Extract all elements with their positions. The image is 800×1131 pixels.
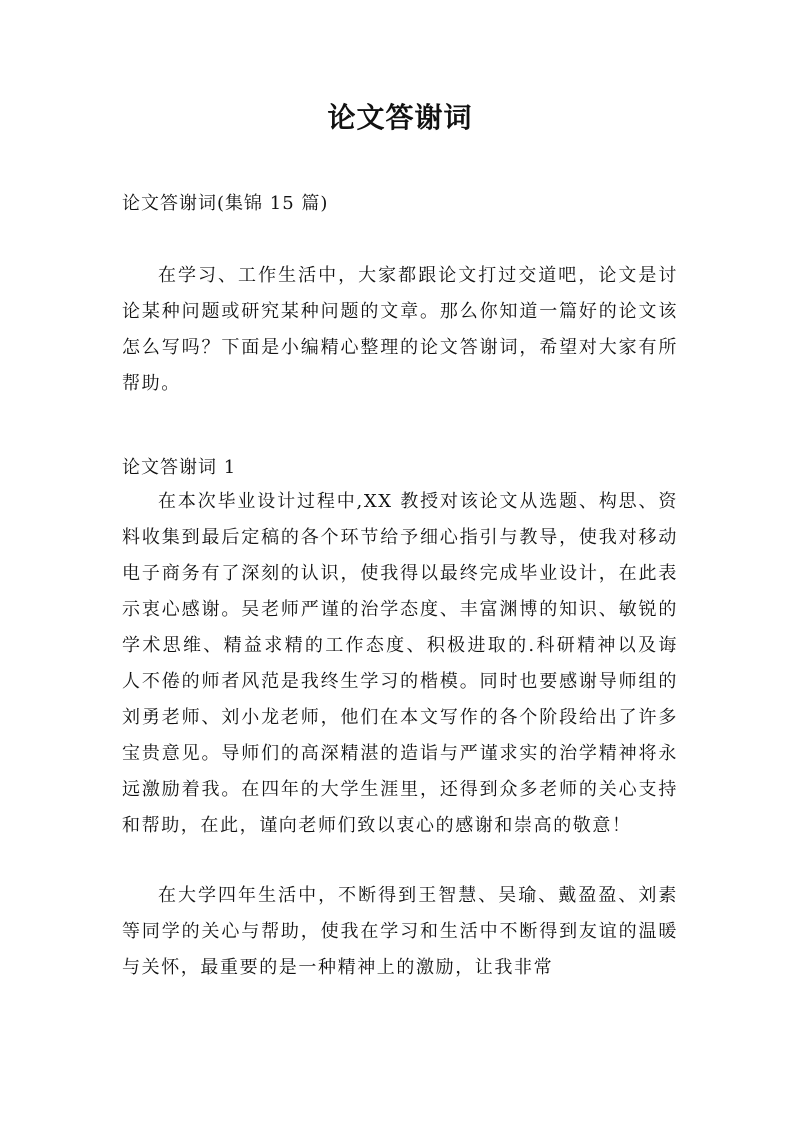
document-subtitle: 论文答谢词(集锦 15 篇): [122, 193, 329, 214]
section-heading: 论文答谢词 1: [122, 457, 237, 478]
intro-paragraph: 在学习、工作生活中，大家都跟论文打过交道吧，论文是讨论某种问题或研究某种问题的文章。那么你知道一篇好的论文该怎么写吗？下面是小编精心整理的论文答谢词，希望对大家有所帮助。: [122, 265, 678, 394]
body-paragraph: 在大学四年生活中，不断得到王智慧、吴瑜、戴盈盈、刘素等同学的关心与帮助，使我在学习和生活中不断得到友谊的温暖与关怀，最重要的是一种精神上的激励，让我非常: [122, 885, 678, 978]
body-paragraph: 在本次毕业设计过程中,XX 教授对该论文从选题、构思、资料收集到最后定稿的各个环节给予细心指引与教导，使我对移动电子商务有了深刻的认识，使我得以最终完成毕业设计，在此表示衷心感谢。吴老师严谨的治学态度、丰富渊博的知识、敏锐的学术思维、精益求精的工作态度、积极进取的.科研精神以及诲人不倦的师者风范是我终生学习的楷模。同时也要感谢导师组的刘勇老师、刘小龙老师，他们在本文写作的各个阶段给出了许多宝贵意见。导师们的高深精湛的造诣与严谨求实的治学精神将永远激励着我。在四年的大学生涯里，还得到众多老师的关心支持和帮助，在此，谨向老师们致以衷心的感谢和崇高的敬意！: [122, 491, 678, 836]
document-title: 论文答谢词: [327, 101, 473, 134]
